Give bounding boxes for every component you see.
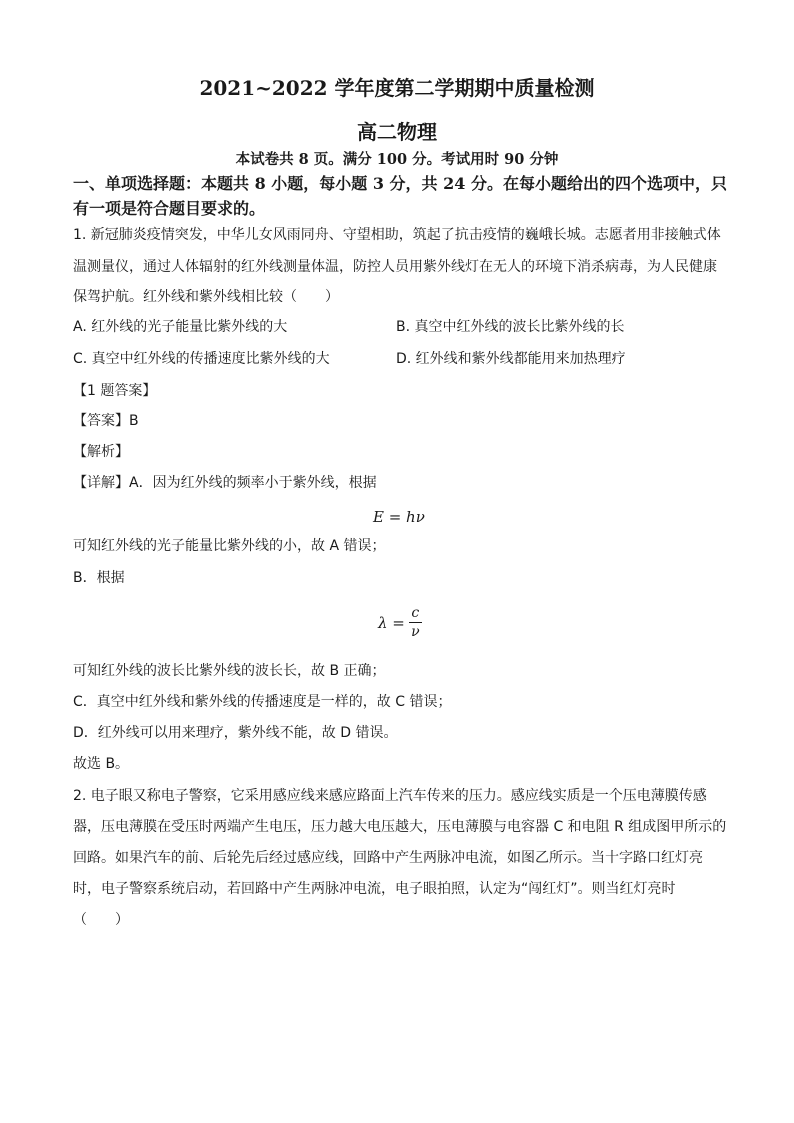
q1-detail-line: 【详解】A．因为红外线的频率小于紫外线，根据 (73, 475, 377, 491)
q1-conclusion-a: 可知红外线的光子能量比紫外线的小，故 A 错误； (73, 538, 386, 554)
formula-wavelength-fraction (409, 605, 422, 640)
q1-b-intro: B．根据 (73, 570, 125, 586)
q1-final: 故选 B。 (73, 756, 130, 772)
fraction-bar (409, 622, 422, 623)
q1-option-c: C. 真空中红外线的传播速度比紫外线的大 (73, 351, 330, 367)
q1-stem-line2: 温测量仪，通过人体辐射的红外线测量体温，防控人员用紫外线灯在无人的环境下消杀病毒，为人民健康 (73, 259, 717, 275)
formula-wavelength (378, 605, 422, 640)
q1-answer: 【答案】B (73, 413, 139, 429)
q2-stem-line4: 时，电子警察系统启动，若回路中产生两脉冲电流，电子眼拍照，认定为“闯红灯”。则当红灯亮时 (73, 881, 676, 897)
q1-stem-line3: 保驾护航。红外线和紫外线相比较（ ） (73, 289, 339, 305)
q1-answer-header: 【1 题答案】 (73, 383, 157, 399)
formula-numerator: c (411, 605, 420, 621)
q1-conclusion-c: C．真空中红外线和紫外线的传播速度是一样的，故 C 错误； (73, 694, 452, 710)
q1-conclusion-d: D．红外线可以用来理疗，紫外线不能，故 D 错误。 (73, 725, 398, 741)
q2-stem-line1: 2. 电子眼又称电子警察，它采用感应线来感应路面上汽车传来的压力。感应线实质是一个压电薄膜传感 (73, 788, 707, 804)
subject-title: 高二物理 (357, 120, 437, 144)
q2-stem-line3: 回路。如果汽车的前、后轮先后经过感应线，回路中产生两脉冲电流，如图乙所示。当十字路口红灯亮 (73, 850, 703, 866)
formula-denominator: ν (411, 624, 420, 640)
q1-stem-line1: 1. 新冠肺炎疫情突发，中华儿女风雨同舟、守望相助，筑起了抗击疫情的巍峨长城。志愿者用非接触式体 (73, 227, 721, 243)
q2-stem-line2: 器，压电薄膜在受压时两端产生电压，压力越大电压越大，压电薄膜与电容器 C 和电阻 R 组成图甲所示的 (73, 819, 727, 835)
section-heading-line2: 有一项是符合题目要求的。 (73, 199, 266, 218)
formula-wavelength-lhs: λ = (378, 613, 405, 632)
q1-option-a: A. 红外线的光子能量比紫外线的大 (73, 319, 288, 335)
section-heading-line1: 一、单项选择题：本题共 8 小题，每小题 3 分，共 24 分。在每小题给出的四个选项中，只 (73, 174, 727, 193)
q1-conclusion-b: 可知红外线的波长比紫外线的波长长，故 B 正确； (73, 663, 386, 679)
exam-title: 2021~2022 学年度第二学期期中质量检测 (199, 76, 595, 100)
q1-analysis-header: 【解析】 (73, 444, 129, 460)
exam-info: 本试卷共 8 页。满分 100 分。考试用时 90 分钟 (235, 151, 559, 168)
q1-option-b: B. 真空中红外线的波长比紫外线的长 (396, 319, 625, 335)
q2-stem-line5: （ ） (73, 912, 129, 928)
formula-energy: E = hν (373, 508, 425, 526)
q1-option-d: D. 红外线和紫外线都能用来加热理疗 (396, 351, 626, 367)
